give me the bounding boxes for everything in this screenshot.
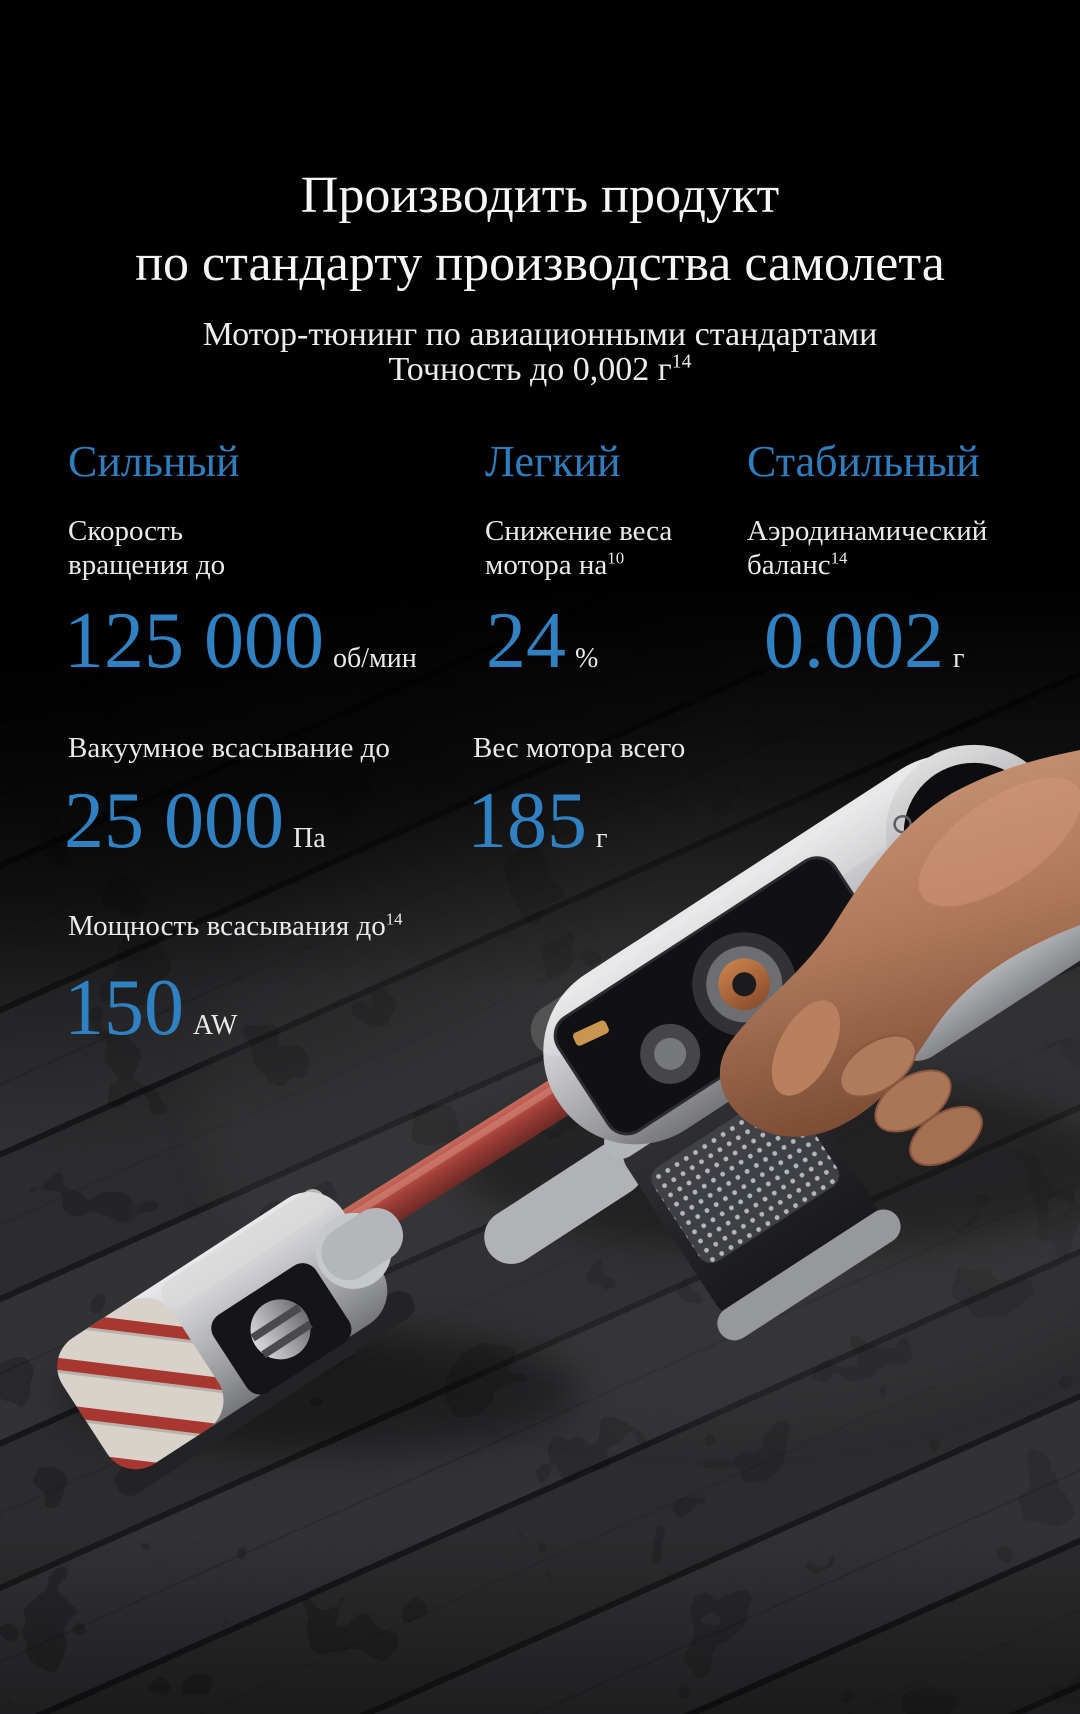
unit: г	[596, 823, 608, 854]
label-line: Скорость	[68, 515, 183, 547]
label-line: Мощность всасывания $до^{14}$	[68, 909, 403, 942]
stat-label-motor-weight	[473, 731, 685, 765]
precision-line	[0, 352, 1080, 388]
column-heading-strong: Сильный	[68, 437, 240, 486]
page-title-line2: по стандарту производства самолета	[135, 235, 945, 292]
bottom-fade	[0, 1534, 1080, 1714]
subtitle: Мотор-тюнинг по авиационными стандартами	[202, 316, 878, 353]
stat-value-weight-reduction: 24 %	[486, 597, 599, 685]
unit: AW	[193, 1010, 238, 1041]
unit: Па	[293, 823, 326, 854]
precision-footnote: 14	[671, 350, 692, 373]
unit: %	[575, 643, 599, 674]
stat-value-aero-balance: 0.002 г	[764, 597, 965, 685]
stat-value-suction-power: 150 AW	[64, 964, 238, 1052]
stat-value-rotation-speed: 125 000 об/мин	[64, 597, 417, 685]
page-title-line1: Производить продукт	[300, 167, 780, 224]
stat-label-vacuum-suction	[68, 731, 390, 765]
label-line: вращения до	[68, 549, 226, 581]
unit: г	[953, 643, 965, 674]
label-line: мотора $на^{10}$	[485, 548, 625, 581]
label-line: Снижение веса	[485, 515, 673, 547]
column-heading-light: Легкий	[485, 437, 621, 486]
stat-label-suction-power	[68, 909, 403, 943]
stat-value-motor-weight: 185 г	[467, 777, 608, 865]
label-line: Вакуумное всасывание до	[68, 732, 390, 764]
label-line: Аэродинамический	[747, 515, 988, 547]
stat-label-weight-reduction	[485, 514, 672, 582]
precision-text: Точность до 0,002 г	[388, 351, 672, 388]
stat-label-aero-balance	[747, 514, 987, 582]
stat-label-rotation-speed	[68, 514, 225, 582]
label-line: Вес мотора всего	[473, 732, 686, 764]
column-heading-stable: Стабильный	[747, 437, 980, 486]
stat-value-vacuum-suction: 25 000 Па	[64, 777, 326, 865]
unit: об/мин	[333, 643, 417, 674]
label-line: баланс$^{14}$	[747, 548, 848, 581]
